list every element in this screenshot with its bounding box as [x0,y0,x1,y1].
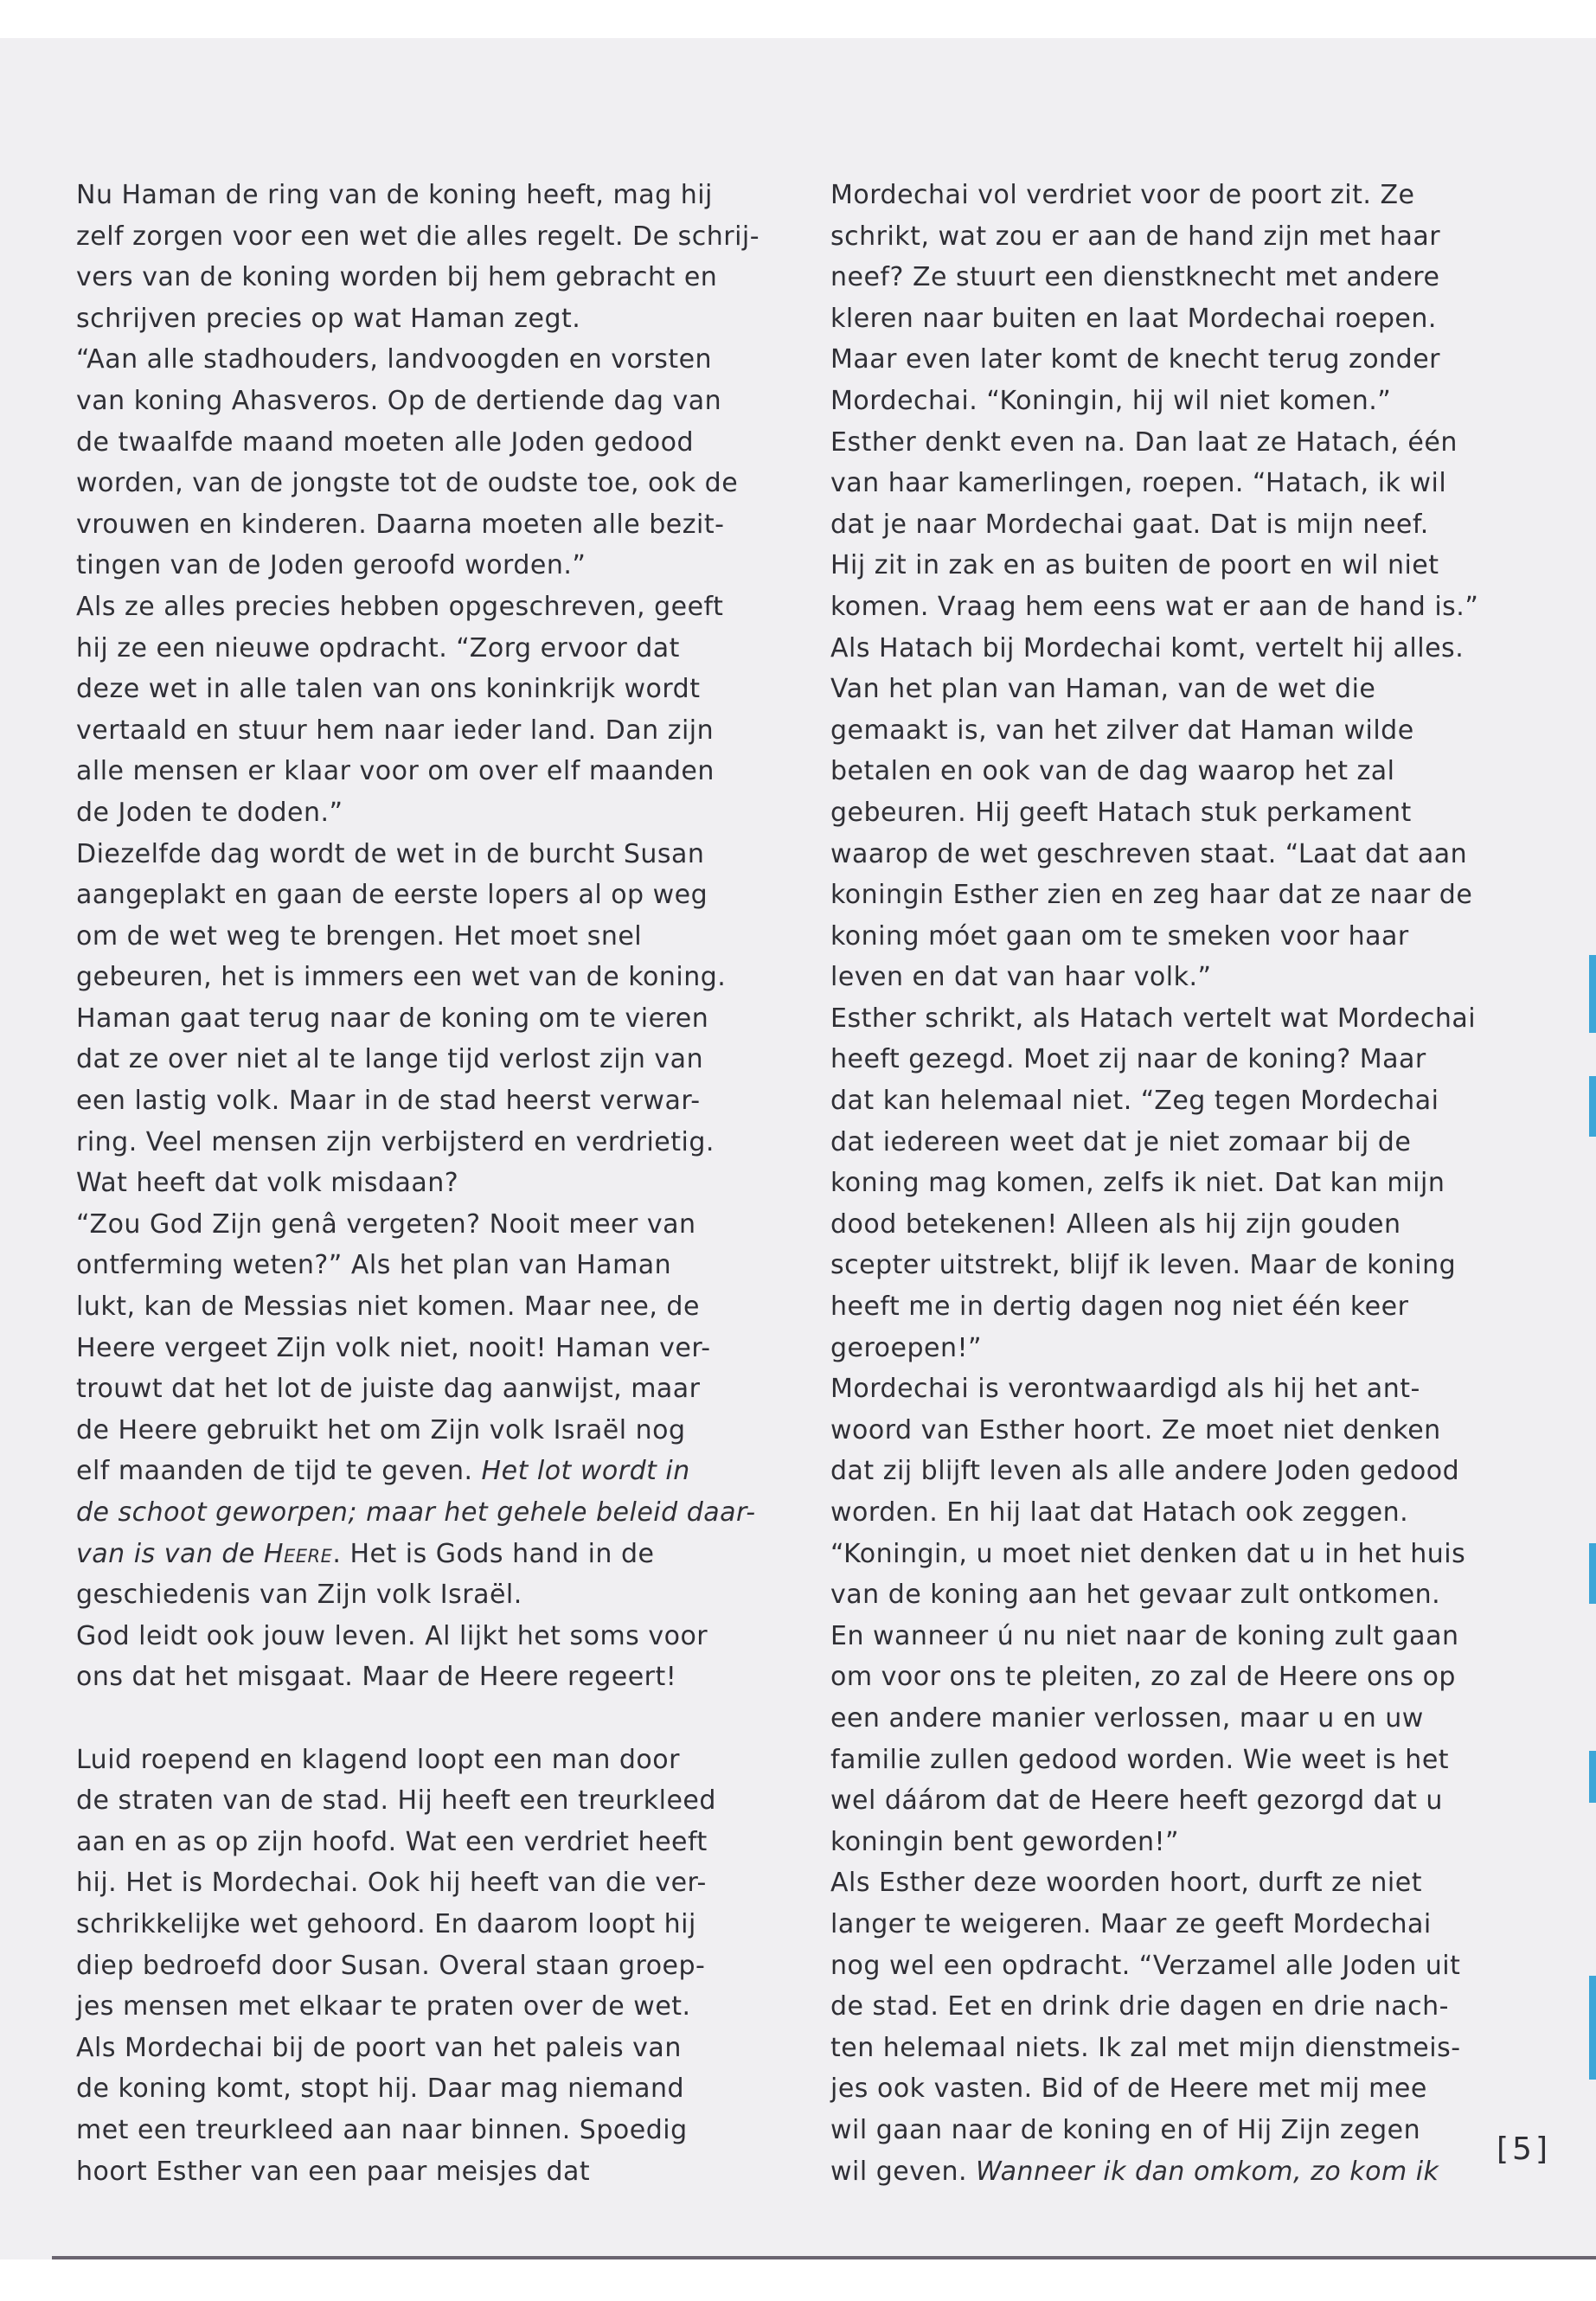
line-text: om voor ons te pleiten, zo zal de Heere ons op [830,1662,1456,1693]
text-line [76,1574,734,1616]
line-text: scepter uitstrekt, blijf ik leven. Maar de koning [830,1250,1457,1281]
text-line [830,875,1475,916]
text-line [76,1451,734,1492]
line-text: Als Hatach bij Mordechai komt, vertelt hij alles. [830,632,1465,663]
line-text: Wat heeft dat volk misdaan? [76,1168,459,1199]
paragraph-gap [76,1698,734,1740]
line-text: vertaald en stuur hem naar ieder land. Dan zijn [76,715,715,746]
text-line [76,298,734,340]
text-line [830,998,1475,1040]
line-text: aangeplakt en gaan de eerste lopers al op weg [76,880,708,911]
line-text: elf maanden de tijd te geven. [76,1456,482,1487]
edge-tab-mark [1589,1076,1596,1137]
line-text: nog wel een opdracht. “Verzamel alle Joden uit [830,1950,1461,1981]
line-text: lukt, kan de Messias niet komen. Maar nee, de [76,1292,700,1323]
text-line [76,1740,734,1781]
line-text: aan en as op zijn hoofd. Wat een verdriet heeft [76,1826,708,1857]
text-line [76,628,734,670]
line-text: jes mensen met elkaar te praten over de wet. [76,1991,691,2022]
line-text: gebeuren, het is immers een wet van de koning. [76,962,727,993]
text-line [830,1986,1475,2028]
line-text: van de koning aan het gevaar zult ontkomen. [830,1580,1441,1611]
line-text: dat ze over niet al te lange tijd verlost zijn van [76,1044,704,1075]
text-line [830,381,1475,422]
line-text: komen. Vraag hem eens wat er aan de hand is.” [830,591,1479,622]
line-text: koning móet gaan om te smeken voor haar [830,920,1409,952]
line-text: kleren naar buiten en laat Mordechai roepen. [830,303,1437,334]
line-text: Nu Haman de ring van de koning heeft, mag hij [76,180,713,210]
text-line [76,1368,734,1410]
text-line [830,1410,1475,1452]
text-line [830,586,1479,628]
text-line [830,710,1475,752]
text-line [830,2068,1475,2110]
text-line [830,792,1475,834]
text-line [76,175,734,216]
line-text: de stad. Eet en drink drie dagen en drie nach- [830,1991,1449,2022]
line-text: . Het is Gods hand in de [332,1538,655,1569]
edge-tab-mark [1589,1976,1596,2080]
text-line [830,175,1475,216]
line-text: de twaalfde maand moeten alle Joden gedood [76,426,695,458]
line-text: Van het plan van Haman, van de wet die [830,674,1376,705]
line-text: “Aan alle stadhouders, landvoogden en vorsten [76,344,713,375]
line-text: dat je naar Mordechai gaat. Dat is mijn neef. [830,509,1429,540]
text-line [76,1286,734,1328]
line-text: heeft gezegd. Moet zij naar de koning? Maar [830,1044,1426,1075]
text-line [76,1862,734,1904]
line-text: een lastig volk. Maar in de stad heerst verwar- [76,1086,701,1117]
line-text: zelf zorgen voor een wet die alles regelt. De schrij- [76,221,760,252]
line-text: dat kan helemaal niet. “Zeg tegen Mordechai [830,1086,1439,1117]
text-line [76,504,734,546]
line-text: deze wet in alle talen van ons koninkrijk wordt [76,674,701,705]
line-text: Als ze alles precies hebben opgeschreven, geeft [76,591,724,622]
line-text: dood betekenen! Alleen als hij zijn gouden [830,1208,1401,1240]
line-text: met een treurkleed aan naar binnen. Spoedig [76,2114,688,2145]
text-line [830,1862,1475,1904]
text-line [830,1245,1475,1286]
line-text: Als Esther deze woorden hoort, durft ze niet [830,1868,1422,1899]
text-line [76,1945,734,1987]
text-line [76,1080,734,1122]
right-column [830,175,1479,2192]
text-line [830,1451,1475,1492]
line-text: koningin Esther zien en zeg haar dat ze naar de [830,880,1473,911]
text-line [76,2028,734,2069]
line-text: familie zullen gedood worden. Wie weet is het [830,1744,1450,1775]
text-line [830,1698,1475,1740]
line-text: wil gaan naar de koning en of Hij Zijn zegen [830,2114,1421,2145]
italic-quote: van is van de [76,1538,264,1569]
text-line [76,422,734,464]
text-line [76,792,734,834]
text-line [76,916,734,958]
line-text: de Heere gebruikt het om Zijn volk Israël nog [76,1414,686,1445]
line-text: En wanneer ú nu niet naar de koning zult gaan [830,1620,1459,1651]
text-line [76,669,734,710]
text-line [830,545,1475,586]
text-line [76,545,734,586]
small-caps-word: Heere [263,1538,333,1569]
text-line [76,1492,756,1534]
line-text: een andere manier verlossen, maar u en uw [830,1702,1424,1734]
line-text: ontferming weten?” Als het plan van Haman [76,1250,672,1281]
text-line [830,2151,1475,2193]
line-text: de straten van de stad. Hij heeft een treurkleed [76,1785,716,1817]
text-line [830,669,1475,710]
text-line [76,1328,734,1369]
text-line [830,751,1475,792]
line-text: Haman gaat terug naar de koning om te vieren [76,1003,709,1034]
text-line [830,1740,1475,1781]
text-line [76,1780,734,1822]
text-line [76,875,734,916]
line-text: ten helemaal niets. Ik zal met mijn dienstmeis- [830,2032,1461,2063]
text-line [830,1780,1475,1822]
line-text: koningin bent geworden!” [830,1826,1180,1857]
left-column [76,175,760,2192]
text-line [830,1039,1475,1080]
text-line [830,1286,1475,1328]
text-line [830,1574,1475,1616]
line-text: vers van de koning worden bij hem gebracht en [76,262,718,293]
line-text: ring. Veel mensen zijn verbijsterd en verdrietig. [76,1126,715,1157]
text-line [830,1080,1475,1122]
text-line [830,504,1475,546]
text-line [830,834,1475,875]
scan-margin [0,2259,1596,2301]
line-text: Heere vergeet Zijn volk niet, nooit! Haman ver- [76,1332,711,1363]
line-text: schrijven precies op wat Haman zegt. [76,303,581,334]
text-line [830,257,1475,298]
line-text: Diezelfde dag wordt de wet in de burcht Susan [76,838,705,869]
text-line [76,1986,734,2028]
line-text: worden. En hij laat dat Hatach ook zeggen. [830,1497,1409,1528]
line-text: gebeuren. Hij geeft Hatach stuk perkament [830,797,1412,828]
line-text: woord van Esther hoort. Ze moet niet denken [830,1414,1441,1445]
line-text: waarop de wet geschreven staat. “Laat dat aan [830,838,1468,869]
line-text: “Zou God Zijn genâ vergeten? Nooit meer van [76,1208,696,1240]
line-text: hij ze een nieuwe opdracht. “Zorg ervoor dat [76,632,680,663]
text-line [830,1163,1475,1204]
line-text: geschiedenis van Zijn volk Israël. [76,1580,522,1611]
text-line [76,1904,734,1945]
text-line [76,1822,734,1863]
line-text: neef? Ze stuurt een dienstknecht met andere [830,262,1440,293]
line-text: jes ook vasten. Bid of de Heere met mij mee [830,2073,1427,2105]
text-line [830,2028,1475,2069]
text-line [830,1204,1475,1246]
line-text: Maar even later komt de knecht terug zonder [830,344,1441,375]
text-line [830,1945,1475,1987]
edge-tab-mark [1589,955,1596,1033]
line-text: hoort Esther van een paar meisjes dat [76,2156,591,2187]
line-text: schrikkelijke wet gehoord. En daarom loopt hij [76,1908,696,1939]
line-text: God leidt ook jouw leven. Al lijkt het soms voor [76,1620,708,1651]
text-line [830,463,1475,504]
text-line [830,1822,1475,1863]
line-text: geroepen!” [830,1332,983,1363]
text-line [76,463,739,504]
line-text: wil geven. [830,2156,977,2187]
text-line [830,916,1475,958]
line-text: Esther denkt even na. Dan laat ze Hatach, één [830,426,1458,458]
italic-quote: Wanneer ik dan omkom, zo kom ik [976,2156,1439,2187]
text-line [76,257,734,298]
text-line [76,1163,734,1204]
line-text: schrikt, wat zou er aan de hand zijn met haar [830,221,1441,252]
line-text: Mordechai is verontwaardigd als hij het ant- [830,1374,1420,1405]
edge-tab-mark [1589,1751,1596,1803]
text-line [76,216,760,258]
text-line [76,586,734,628]
text-line [76,1039,734,1080]
text-line [830,422,1475,464]
text-line [76,2068,734,2110]
text-line [830,1616,1475,1657]
line-text: Esther schrikt, als Hatach vertelt wat Mordechai [830,1003,1477,1034]
text-line [76,1410,734,1452]
text-line [830,298,1475,340]
line-text: gemaakt is, van het zilver dat Haman wilde [830,715,1414,746]
line-text: langer te weigeren. Maar ze geeft Mordechai [830,1908,1432,1939]
line-text: Hij zit in zak en as buiten de poort en wil niet [830,550,1439,581]
line-text: van koning Ahasveros. Op de dertiende dag van [76,385,722,416]
line-text: diep bedroefd door Susan. Overal staan groep- [76,1950,706,1981]
line-text: de koning komt, stopt hij. Daar mag niemand [76,2073,685,2105]
text-line [76,957,734,998]
line-text: hij. Het is Mordechai. Ook hij heeft van die ver- [76,1868,707,1899]
text-line [830,2110,1475,2151]
line-text: trouwt dat het lot de juiste dag aanwijst, maar [76,1374,701,1405]
text-line [830,1122,1475,1163]
line-text: heeft me in dertig dagen nog niet één keer [830,1292,1409,1323]
text-line [76,998,734,1040]
text-line [830,1328,1475,1369]
text-line [76,1657,734,1698]
text-line [830,1534,1475,1575]
line-text: leven en dat van haar volk.” [830,962,1212,993]
text-line [76,1122,734,1163]
text-line [830,1904,1475,1945]
line-text: dat iedereen weet dat je niet zomaar bij de [830,1126,1412,1157]
line-text: alle mensen er klaar voor om over elf maanden [76,756,715,787]
line-text: de Joden te doden.” [76,797,343,828]
text-line [76,2151,734,2193]
line-text: vrouwen en kinderen. Daarna moeten alle bezit- [76,509,725,540]
line-text: Als Mordechai bij de poort van het paleis van [76,2032,682,2063]
text-line [76,834,734,875]
text-line [830,1368,1475,1410]
text-line [830,339,1475,381]
text-line [830,628,1475,670]
text-line [76,1534,734,1575]
text-line [76,710,734,752]
book-page [0,38,1596,2259]
line-text: van haar kamerlingen, roepen. “Hatach, ik wil [830,468,1447,499]
edge-tab-mark [1589,1543,1596,1604]
line-text: worden, van de jongste tot de oudste toe, ook de [76,468,739,499]
italic-quote: Het lot wordt in [481,1456,690,1487]
line-text: dat zij blijft leven als alle andere Joden gedood [830,1456,1460,1487]
line-text: wel dáárom dat de Heere heeft gezorgd dat u [830,1785,1443,1817]
text-line [76,1204,734,1246]
line-text: Mordechai vol verdriet voor de poort zit. Ze [830,180,1415,210]
line-text: tingen van de Joden geroofd worden.” [76,550,586,581]
text-line [76,751,734,792]
line-text: betalen en ook van de dag waarop het zal [830,756,1395,787]
text-line [830,1657,1475,1698]
line-text: ons dat het misgaat. Maar de Heere regeert! [76,1662,677,1693]
text-line [76,381,734,422]
line-text: “Koningin, u moet niet denken dat u in het huis [830,1538,1466,1569]
text-line [76,339,734,381]
line-text: koning mag komen, zelfs ik niet. Dat kan mijn [830,1168,1445,1199]
line-text: Luid roepend en klagend loopt een man door [76,1744,680,1775]
line-text: om de wet weg te brengen. Het moet snel [76,920,643,952]
text-line [830,216,1475,258]
line-text: Mordechai. “Koningin, hij wil niet komen.” [830,385,1392,416]
text-line [76,1616,734,1657]
text-line [76,1245,734,1286]
text-line [830,957,1475,998]
text-line [830,1492,1475,1534]
italic-quote: de schoot geworpen; maar het gehele beleid daar- [76,1497,756,1528]
page-number: [5] [1497,2131,1551,2167]
text-line [76,2110,734,2151]
